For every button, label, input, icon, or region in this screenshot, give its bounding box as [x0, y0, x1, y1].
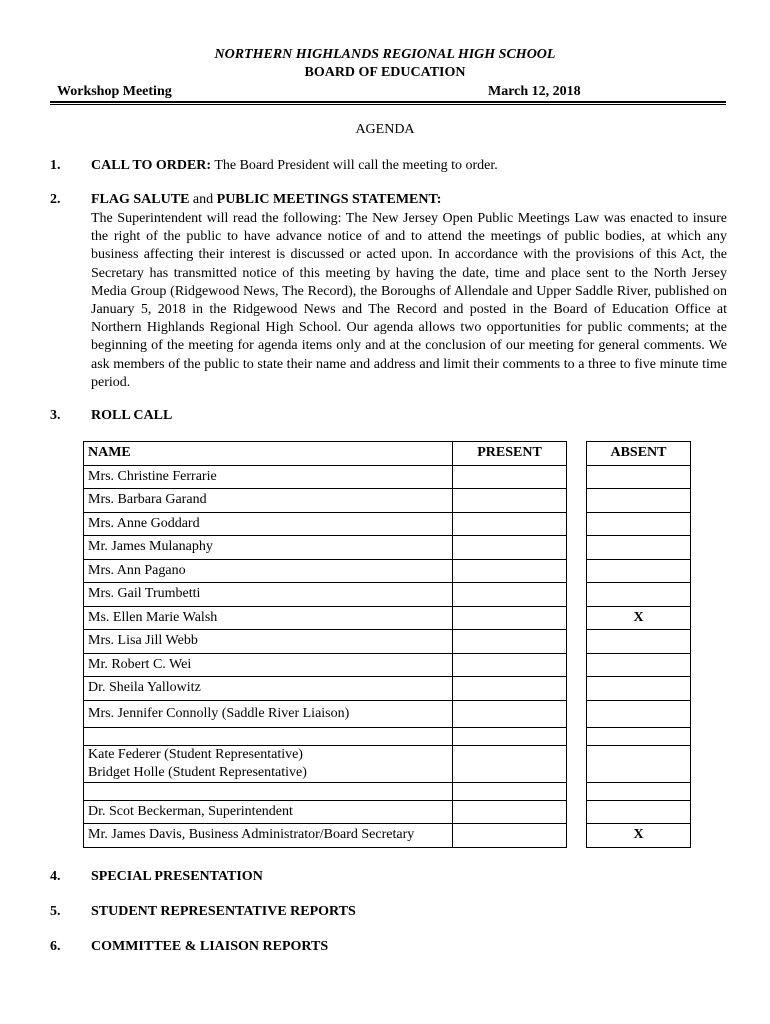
table-row	[84, 559, 691, 583]
absent-cell[interactable]: X	[587, 606, 691, 630]
absent-cell[interactable]	[587, 630, 691, 654]
column-gap	[567, 489, 587, 513]
absent-cell[interactable]	[587, 727, 691, 745]
table-row	[84, 800, 691, 824]
table-row	[84, 489, 691, 513]
column-gap	[567, 559, 587, 583]
item-3-number: 3.	[50, 408, 61, 423]
item-6-title: COMMITTEE & LIAISON REPORTS	[91, 939, 329, 954]
header-present: PRESENT	[453, 442, 567, 466]
present-cell[interactable]	[453, 465, 567, 489]
column-gap	[567, 800, 587, 824]
item-2-title-b: PUBLIC MEETINGS STATEMENT:	[216, 192, 442, 207]
present-cell[interactable]	[453, 727, 567, 745]
member-name: Mr. James Mulanaphy	[84, 536, 453, 560]
item-5-title: STUDENT REPRESENTATIVE REPORTS	[91, 904, 356, 919]
board-name: BOARD OF EDUCATION	[304, 65, 466, 80]
member-name: Mrs. Jennifer Connolly (Saddle River Liaison)	[84, 700, 453, 727]
table-row	[84, 630, 691, 654]
absent-cell[interactable]	[587, 583, 691, 607]
absent-cell[interactable]	[587, 559, 691, 583]
absent-cell[interactable]	[587, 800, 691, 824]
column-gap	[567, 512, 587, 536]
column-gap	[567, 727, 587, 745]
item-1-number: 1.	[50, 158, 61, 173]
present-cell[interactable]	[453, 700, 567, 727]
present-cell[interactable]	[453, 653, 567, 677]
member-name: Mrs. Anne Goddard	[84, 512, 453, 536]
item-4-number: 4.	[50, 869, 61, 884]
absent-cell[interactable]	[587, 700, 691, 727]
member-name: Dr. Scot Beckerman, Superintendent	[84, 800, 453, 824]
member-name: Kate Federer (Student Representative)	[88, 746, 303, 762]
item-4-title: SPECIAL PRESENTATION	[91, 869, 263, 884]
absent-cell[interactable]	[587, 782, 691, 800]
absent-cell[interactable]	[587, 653, 691, 677]
member-name: Dr. Sheila Yallowitz	[84, 677, 453, 701]
item-2-title-a: FLAG SALUTE	[91, 192, 190, 207]
column-gap	[567, 782, 587, 800]
header-name: NAME	[84, 442, 453, 466]
member-name: Mrs. Gail Trumbetti	[84, 583, 453, 607]
table-row	[84, 583, 691, 607]
present-cell[interactable]	[453, 745, 567, 782]
column-gap	[567, 653, 587, 677]
table-row	[84, 465, 691, 489]
item-1-title: CALL TO ORDER:	[91, 158, 212, 173]
header-rule	[50, 101, 726, 105]
present-cell[interactable]	[453, 782, 567, 800]
item-1-text	[91, 158, 498, 174]
meeting-type: Workshop Meeting	[57, 84, 172, 99]
member-name	[84, 727, 453, 745]
column-gap	[567, 536, 587, 560]
item-3-title: ROLL CALL	[91, 408, 173, 423]
item-2-join: and	[189, 192, 217, 207]
header-absent: ABSENT	[587, 442, 691, 466]
present-cell[interactable]	[453, 800, 567, 824]
agenda-title: AGENDA	[355, 122, 415, 137]
table-row	[84, 512, 691, 536]
column-gap	[567, 677, 587, 701]
member-name: Mr. Robert C. Wei	[84, 653, 453, 677]
column-gap	[567, 442, 587, 466]
column-gap	[567, 606, 587, 630]
member-name: Mr. James Davis, Business Administrator/Board Secretary	[84, 824, 453, 848]
column-gap	[567, 700, 587, 727]
school-name: NORTHERN HIGHLANDS REGIONAL HIGH SCHOOL	[214, 47, 556, 62]
absent-cell[interactable]	[587, 512, 691, 536]
member-name: Bridget Holle (Student Representative)	[88, 764, 307, 780]
present-cell[interactable]	[453, 824, 567, 848]
table-row	[84, 536, 691, 560]
absent-cell[interactable]	[587, 677, 691, 701]
table-row	[84, 653, 691, 677]
student-representatives	[84, 745, 453, 782]
column-gap	[567, 583, 587, 607]
absent-cell[interactable]	[587, 465, 691, 489]
item-2-text	[91, 192, 441, 208]
present-cell[interactable]	[453, 536, 567, 560]
absent-cell[interactable]: X	[587, 824, 691, 848]
present-cell[interactable]	[453, 630, 567, 654]
member-name: Mrs. Christine Ferrarie	[84, 465, 453, 489]
roll-call-table	[83, 441, 691, 848]
member-name: Mrs. Barbara Garand	[84, 489, 453, 513]
member-name: Mrs. Lisa Jill Webb	[84, 630, 453, 654]
column-gap	[567, 465, 587, 489]
public-meetings-statement: The Superintendent will read the following: The New Jersey Open Public Meetings Law was enacted to insure the right of the public to have advance notice of and to attend the meetings of public bodies, at which any business affecting their interest is discussed or acted upon. In accordance with the provisions of this Act, the Secretary has transmitted notice of this meeting by having the date, time and place sent to the North Jersey Media Group (Ridgewood News, The Record), the Boroughs of Allendale and Upper Saddle River, published on January 5, 2018 in the Ridgewood News and The Record and posted in the Board of Education Office at Northern Highlands Regional High School. Our agenda allows two opportunities for public comments; at the beginning of the meeting for agenda items only and at the conclusion of our meeting for general comments. We ask members of the public to state their name and address and limit their comments to a three to five minute time period.	[91, 211, 727, 390]
table-row	[84, 606, 691, 630]
absent-cell[interactable]	[587, 489, 691, 513]
column-gap	[567, 745, 587, 782]
table-row	[84, 824, 691, 848]
member-name: Mrs. Ann Pagano	[84, 559, 453, 583]
present-cell[interactable]	[453, 559, 567, 583]
present-cell[interactable]	[453, 489, 567, 513]
item-1-description: The Board President will call the meeting to order.	[211, 158, 498, 173]
table-row	[84, 677, 691, 701]
table-row	[84, 745, 691, 782]
meeting-date: March 12, 2018	[488, 84, 581, 99]
present-cell[interactable]	[453, 583, 567, 607]
table-row	[84, 700, 691, 727]
column-gap	[567, 630, 587, 654]
absent-cell[interactable]	[587, 745, 691, 782]
member-name: Ms. Ellen Marie Walsh	[84, 606, 453, 630]
item-2-number: 2.	[50, 192, 61, 207]
table-row-spacer	[84, 782, 691, 800]
column-gap	[567, 824, 587, 848]
present-cell[interactable]	[453, 512, 567, 536]
present-cell[interactable]	[453, 606, 567, 630]
item-5-number: 5.	[50, 904, 61, 919]
item-6-number: 6.	[50, 939, 61, 954]
present-cell[interactable]	[453, 677, 567, 701]
table-row-spacer	[84, 727, 691, 745]
absent-cell[interactable]	[587, 536, 691, 560]
member-name	[84, 782, 453, 800]
